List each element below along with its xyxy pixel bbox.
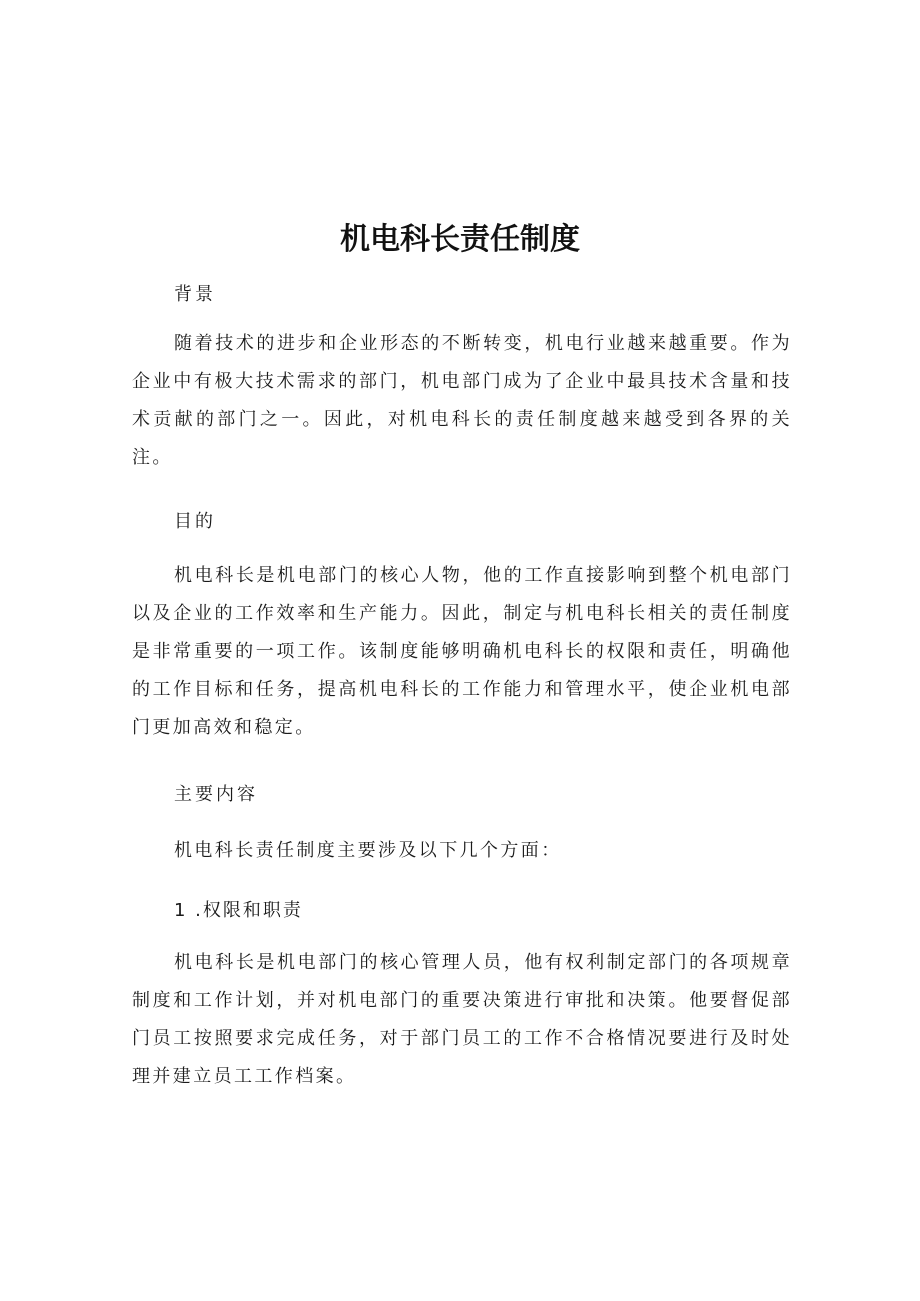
section-heading-authority: 1 .权限和职责 (174, 900, 303, 921)
section-heading-purpose: 目的 (174, 511, 216, 532)
document-title: 机电科长责任制度 (340, 222, 580, 257)
section-intro-main-content: 机电科长责任制度主要涉及以下几个方面： (174, 840, 562, 861)
section-heading-main-content: 主要内容 (174, 784, 258, 805)
section-paragraph-purpose: 机电科长是机电部门的核心人物，他的工作直接影响到整个机电部门以及企业的工作效率和生产能力。因此，制定与机电科长相关的责任制度是非常重要的一项工作。该制度能够明确机电科长的权限和责任，明确他的工作目标和任务，提高机电科长的工作能力和管理水平，使企业机电部门更加高效和稳定。 (132, 565, 792, 738)
section-paragraph-background: 随着技术的进步和企业形态的不断转变，机电行业越来越重要。作为企业中有极大技术需求的部门，机电部门成为了企业中最具技术含量和技术贡献的部门之一。因此，对机电科长的责任制度越来越受到各界的关注。 (132, 333, 792, 468)
section-heading-background: 背景 (174, 284, 216, 305)
section-paragraph-authority: 机电科长是机电部门的核心管理人员，他有权利制定部门的各项规章制度和工作计划，并对机电部门的重要决策进行审批和决策。他要督促部门员工按照要求完成任务，对于部门员工的工作不合格情况要进行及时处理并建立员工工作档案。 (132, 952, 792, 1087)
